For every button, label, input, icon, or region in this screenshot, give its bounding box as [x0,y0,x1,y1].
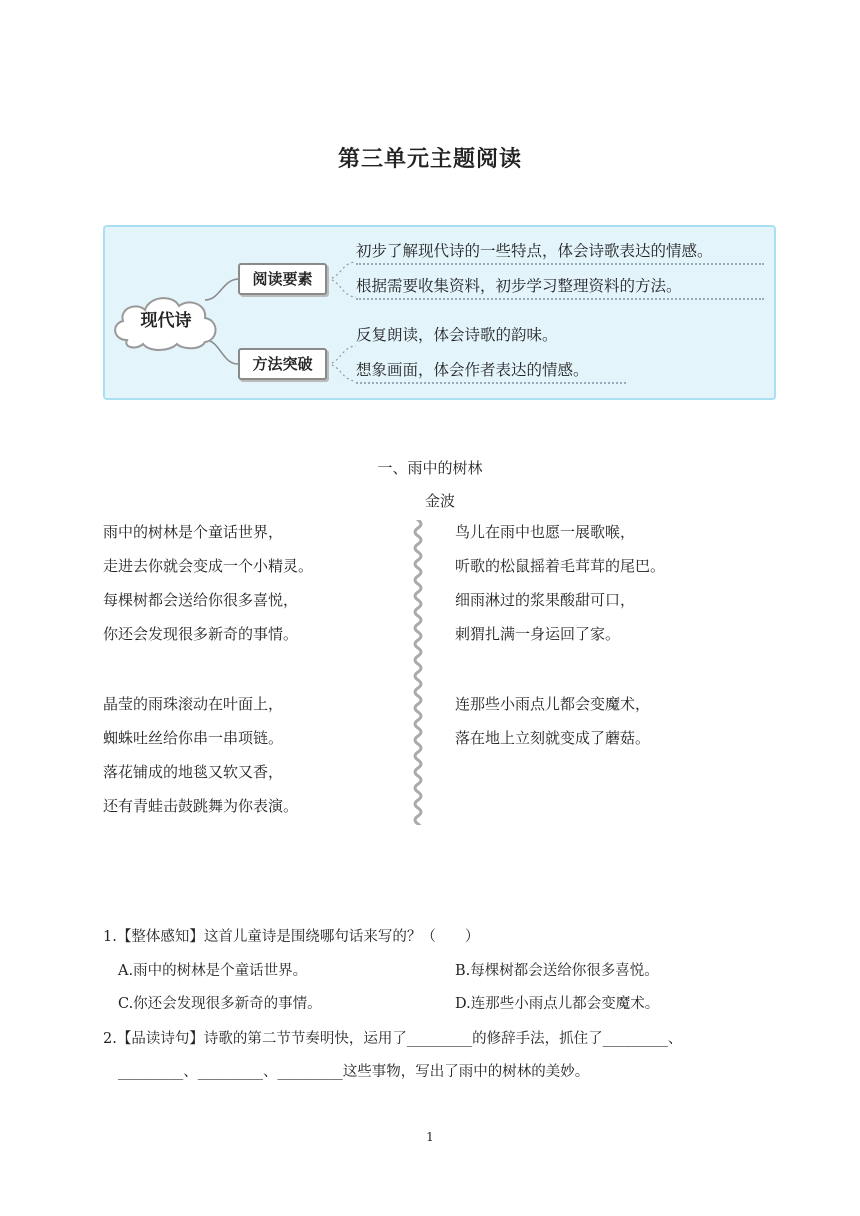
wavy-divider [410,520,426,825]
mindmap-item: 反复朗读，体会诗歌的韵味。 [356,326,558,344]
poem-line: 走进去你就会变成一个小精灵。 [103,557,314,575]
question-1-stem: 1.【整体感知】这首儿童诗是围绕哪句话来写的？（ ） [103,929,480,945]
poem-line: 晶莹的雨珠滚动在叶面上， [103,695,284,713]
poem-line: 细雨淋过的浆果酸甜可口， [455,591,636,609]
page-number: 1 [426,1130,434,1144]
question-1-option-b: B.每棵树都会送给你很多喜悦。 [455,963,659,979]
poem-line: 鸟儿在雨中也愿一展歌喉， [455,523,636,541]
poem-line: 连那些小雨点儿都会变魔术， [455,695,651,713]
mindmap-connectors [0,0,860,420]
mindmap-item: 初步了解现代诗的一些特点，体会诗歌表达的情感。 [356,239,764,265]
poem-left-column [103,515,313,823]
poem-line: 你还会发现很多新奇的事情。 [103,625,299,643]
poem-line: 落在地上立刻就变成了蘑菇。 [455,729,651,747]
mindmap-center: 现代诗 [140,311,192,331]
question-2-line-1: 2.【品读诗句】诗歌的第二节节奏明快，运用了_________的修辞手法，抓住了_________、 [103,1031,683,1047]
question-1-option-d: D.连那些小雨点儿都会变魔术。 [455,996,660,1012]
poem-line: 听歌的松鼠摇着毛茸茸的尾巴。 [455,557,666,575]
question-2-line-2: _________、_________、_________这些事物，写出了雨中的树林的美妙。 [118,1064,590,1080]
tag-method-breakthrough: 方法突破 [238,348,327,380]
poem-line: 还有青蛙击鼓跳舞为你表演。 [103,797,299,815]
poem-title: 一、雨中的树林 [377,459,483,477]
mindmap-item: 根据需要收集资料，初步学习整理资料的方法。 [356,274,764,300]
poem-right-column [455,515,665,755]
poem-line: 蜘蛛吐丝给你串一串项链。 [103,729,284,747]
question-1-option-a: A.雨中的树林是个童话世界。 [118,963,308,979]
poem-line: 刺猬扎满一身运回了家。 [455,625,621,643]
tag-reading-elements: 阅读要素 [238,263,327,295]
poem-line: 雨中的树林是个童话世界， [103,523,284,541]
mindmap-item: 想象画面，体会作者表达的情感。 [356,358,626,384]
poem-line: 落花铺成的地毯又软又香， [103,763,284,781]
poem-author: 金波 [424,492,455,510]
page-title: 第三单元主题阅读 [337,147,522,172]
question-1-option-c: C.你还会发现很多新奇的事情。 [118,996,322,1012]
poem-line: 每棵树都会送给你很多喜悦， [103,591,299,609]
